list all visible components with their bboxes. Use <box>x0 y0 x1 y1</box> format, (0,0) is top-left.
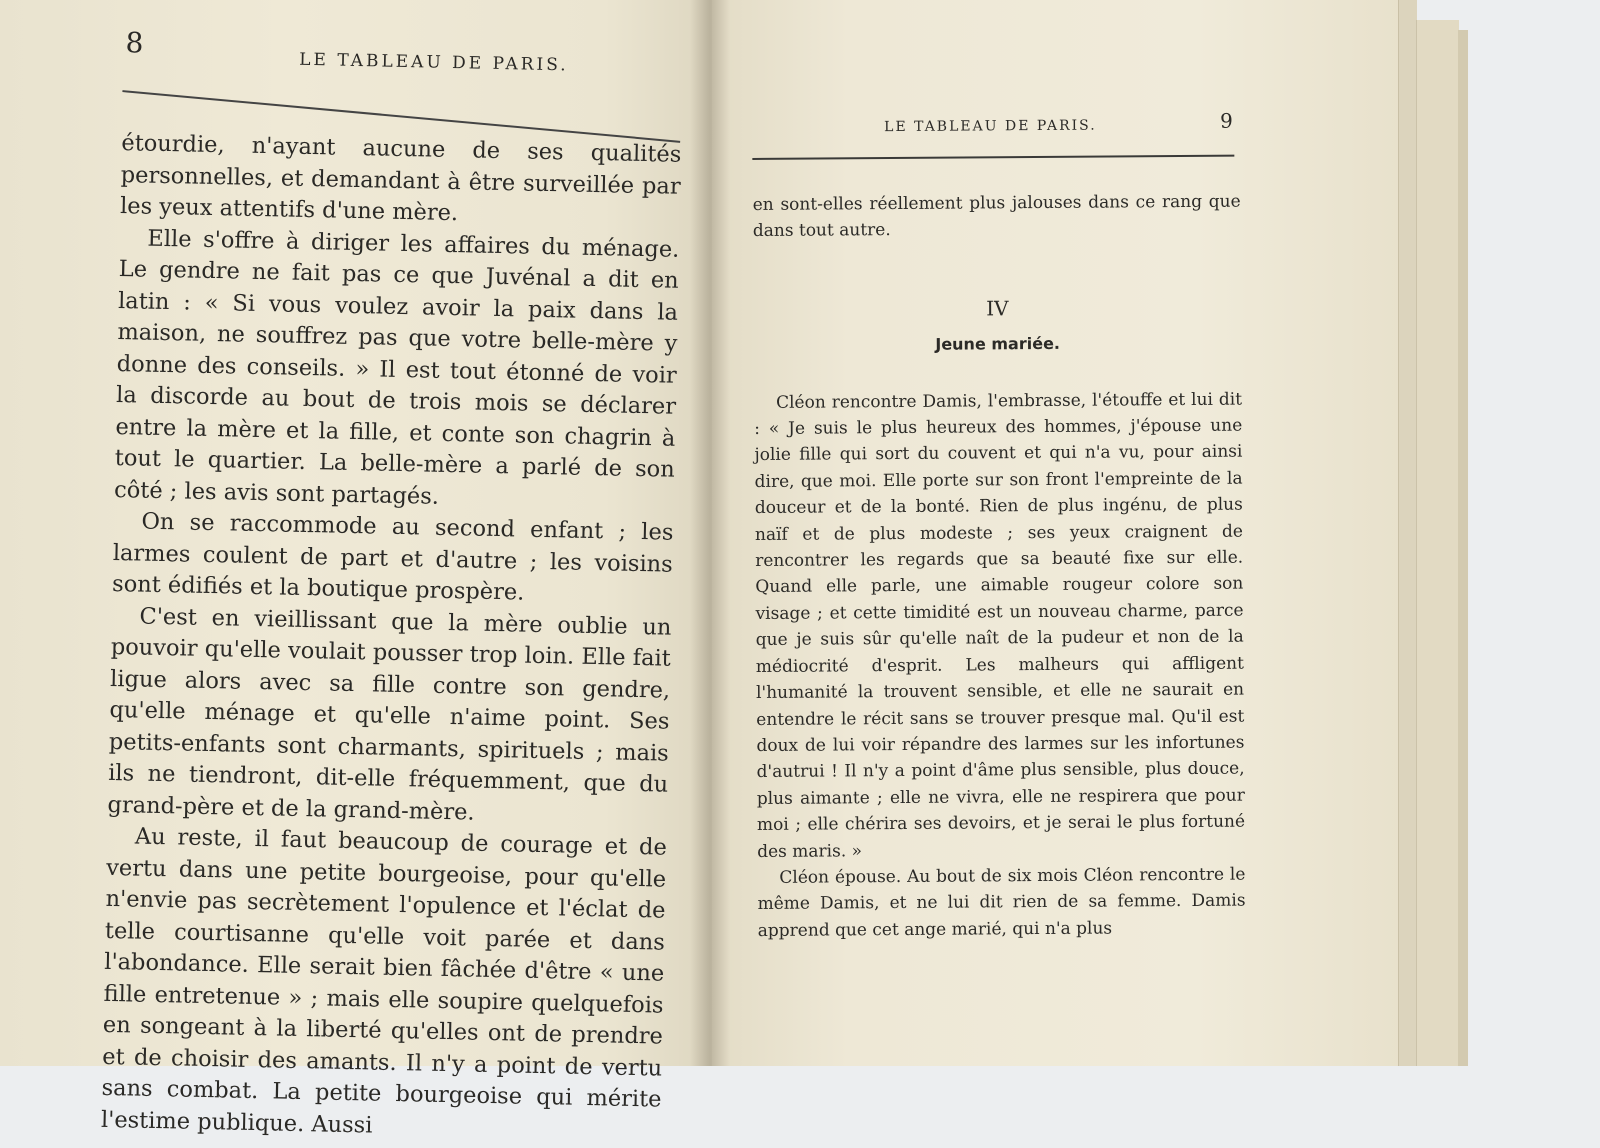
book-cover-edge <box>1458 30 1468 1066</box>
running-head: LE TABLEAU DE PARIS. <box>298 49 569 76</box>
paragraph: Cléon épouse. Au bout de six mois Cléon rencontre le même Damis, et ne lui dit rien de sa femme. Damis apprend que cet ange marié, qui n'a plus <box>757 864 1246 941</box>
paragraph: On se raccommode au second enfant ; les larmes coulent de part et d'autre ; les voisins sont édifiés et la boutique prospère. <box>111 508 674 606</box>
paragraph: Cléon rencontre Damis, l'embrasse, l'étouffe et lui dit : « Je suis le plus heureux des hommes, j'épouse une jolie fille qui sort du couvent et qui n'a vu, pour ainsi dire, que moi. Elle porte sur son front l'empreinte de la douceur et de la bonté. Rien de plus ingénu, de plus naïf et de plus modeste ; ses yeux craignent de rencontrer les regards que sa beauté fixe sur elle. Quand elle parle, une aimable rougeur colore son visage ; et cette timidité est un nouveau charme, parce que je suis sûr qu'elle naît de la pudeur et non de la médiocrité d'esprit. Les malheurs qui affligent l'humanité la trouvent sensible, et elle ne saurait en entendre le récit sans se trouver presque mal. Qu'il est doux de lui voir répandre des larmes sur les infortunes d'autrui ! Il n'y a point d'âme plus sensible, plus douce, plus aimante ; elle ne vivra, elle ne respirera que pour moi ; elle chérira ses devoirs, et je serai le plus fortuné des maris. » <box>754 389 1246 862</box>
section-title: Jeune mariée. <box>935 334 1061 354</box>
page-number: 9 <box>1220 108 1233 133</box>
page-number: 8 <box>125 26 144 60</box>
left-page-content <box>98 20 700 1139</box>
page-edges <box>1416 20 1459 1066</box>
body-text <box>101 128 682 1148</box>
paragraph: étourdie, n'ayant aucune de ses qualités personnelles, et demandant à être surveillée par les yeux attentifs d'une mère. <box>119 130 682 227</box>
page-edges <box>1398 0 1417 1066</box>
section-number: IV <box>986 296 1009 321</box>
running-head: LE TABLEAU DE PARIS. <box>884 117 1097 136</box>
body-text <box>753 189 1246 945</box>
paragraph: C'est en vieillissant que la mère oublie un pouvoir qu'elle voulait pousser trop loin. Elle fait ligue alors avec sa fille contre son gendre, qu'elle ménage et qu'elle n'aime point. Ses petits-enfants sont charmants, spirituels ; mais ils ne tiendront, dit-elle fréquemment, que du grand-père et de la grand-mère. <box>107 603 672 826</box>
paragraph: Au reste, il faut beaucoup de courage et de vertu dans une petite bourgeoise, pour qu'elle n'envie pas secrètement l'opulence et l'éclat de telle courtisanne qu'elle voit parée et dans l'abondance. Elle serait bien fâchée d'être « une fille entretenue » ; mais elle soupire quelquefois en songeant à la liberté qu'elles ont de prendre et de choisir des amants. Il n'y a point de vertu sans combat. La petite bourgeoise qui mérite l'estime publique. Aussi <box>100 823 668 1139</box>
paragraph: Elle s'offre à diriger les affaires du ménage. Le gendre ne fait pas ce que Juvénal a dit en latin : « Si vous voulez avoir la paix dans la maison, ne souffrez pas que votre belle-mère y donne des conseils. » Il est tout étonné de voir la discorde au bout de trois mois se déclarer entre la mère et la fille, et conte son chagrin à tout le quartier. La belle-mère a parlé de son côté ; les avis sont partagés. <box>113 225 680 510</box>
paragraph: en sont-elles réellement plus jalouses dans ce rang que dans tout autre. <box>752 191 1241 242</box>
